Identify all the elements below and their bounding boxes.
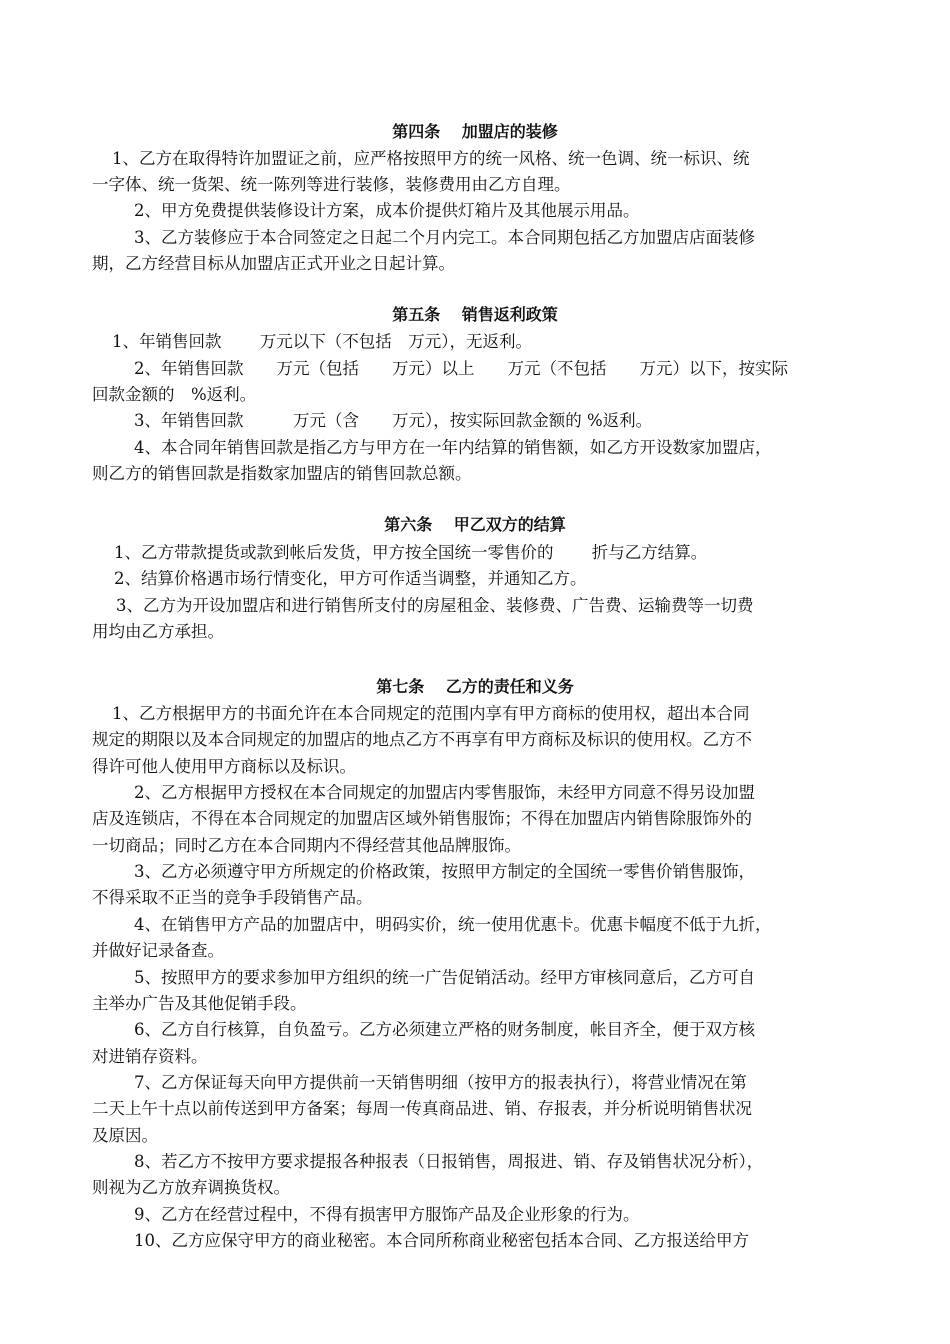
paragraph-line: 5、按照甲方的要求参加甲方组织的统一广告促销活动。经甲方审核同意后，乙方可自 — [134, 968, 755, 987]
paragraph-line: 二天上午十点以前传送到甲方备案；每周一传真商品进、销、存报表，并分析说明销售状况 — [92, 1099, 752, 1118]
paragraph-line: 得许可他人使用甲方商标以及标识。 — [92, 757, 356, 776]
paragraph-line: 8、若乙方不按甲方要求提报各种报表（日报销售，周报进、销、存及销售状况分析）， — [134, 1152, 764, 1171]
paragraph-line: 对进销存资料。 — [92, 1047, 208, 1066]
paragraph-line: 10、乙方应保守甲方的商业秘密。本合同所称商业秘密包括本合同、乙方报送给甲方 — [134, 1231, 749, 1250]
section-heading-7: 第七条 乙方的责任和义务 — [376, 677, 574, 696]
paragraph-line: 不得采取不正当的竞争手段销售产品。 — [92, 888, 373, 907]
paragraph-line: 则视为乙方放弃调换货权。 — [92, 1178, 290, 1197]
paragraph-line: 规定的期限以及本合同规定的加盟店的地点乙方不再享有甲方商标及标识的使用权。乙方不 — [92, 730, 752, 749]
paragraph-line: 1、乙方根据甲方的书面允许在本合同规定的范围内享有甲方商标的使用权，超出本合同 — [112, 704, 750, 723]
paragraph-line: 3、乙方为开设加盟店和进行销售所支付的房屋租金、装修费、广告费、运输费等一切费 — [116, 596, 754, 615]
paragraph-line: 及原因。 — [92, 1126, 158, 1145]
paragraph-line: 店及连锁店，不得在本合同规定的加盟店区域外销售服饰；不得在加盟店内销售除服饰外的 — [92, 809, 752, 828]
paragraph-line: 3、年销售回款 万元（含 万元），按实际回款金额的 %返利。 — [134, 411, 653, 430]
paragraph-line: 回款金额的 %返利。 — [92, 385, 257, 404]
paragraph-line: 1、乙方带款提货或款到帐后发货，甲方按全国统一零售价的 折与乙方结算。 — [114, 543, 708, 562]
paragraph-line: 3、乙方必须遵守甲方所规定的价格政策，按照甲方制定的全国统一零售价销售服饰， — [134, 862, 755, 881]
paragraph-line: 2、甲方免费提供装修设计方案，成本价提供灯箱片及其他展示用品。 — [134, 201, 640, 220]
paragraph-line: 一字体、统一货架、统一陈列等进行装修，装修费用由乙方自理。 — [92, 175, 571, 194]
paragraph-line: 4、本合同年销售回款是指乙方与甲方在一年内结算的销售额，如乙方开设数家加盟店， — [134, 438, 772, 457]
paragraph-line: 则乙方的销售回款是指数家加盟店的销售回款总额。 — [92, 464, 472, 483]
paragraph-line: 主举办广告及其他促销手段。 — [92, 994, 307, 1013]
paragraph-line: 6、乙方自行核算，自负盈亏。乙方必须建立严格的财务制度，帐目齐全，便于双方核 — [134, 1020, 755, 1039]
paragraph-line: 一切商品；同时乙方在本合同期内不得经营其他品牌服饰。 — [92, 836, 521, 855]
section-heading-4: 第四条 加盟店的装修 — [392, 122, 558, 141]
paragraph-line: 用均由乙方承担。 — [92, 622, 224, 641]
paragraph-line: 4、在销售甲方产品的加盟店中，明码实价，统一使用优惠卡。优惠卡幅度不低于九折， — [134, 915, 772, 934]
section-heading-5: 第五条 销售返利政策 — [392, 305, 558, 324]
paragraph-line: 3、乙方装修应于本合同签定之日起二个月内完工。本合同期包括乙方加盟店店面装修 — [134, 228, 755, 247]
paragraph-line: 并做好记录备查。 — [92, 941, 224, 960]
paragraph-line: 2、年销售回款 万元（包括 万元）以上 万元（不包括 万元）以下，按实际 — [134, 359, 788, 378]
paragraph-line: 2、乙方根据甲方授权在本合同规定的加盟店内零售服饰，未经甲方同意不得另设加盟 — [134, 783, 755, 802]
section-heading-6: 第六条 甲乙双方的结算 — [384, 515, 566, 534]
paragraph-line: 9、乙方在经营过程中，不得有损害甲方服饰产品及企业形象的行为。 — [134, 1205, 640, 1224]
paragraph-line: 1、年销售回款 万元以下（不包括 万元），无返利。 — [112, 332, 532, 351]
paragraph-line: 期，乙方经营目标从加盟店正式开业之日起计算。 — [92, 254, 455, 273]
paragraph-line: 7、乙方保证每天向甲方提供前一天销售明细（按甲方的报表执行），将营业情况在第 — [134, 1073, 747, 1092]
paragraph-line: 1、乙方在取得特许加盟证之前，应严格按照甲方的统一风格、统一色调、统一标识、统 — [112, 149, 750, 168]
paragraph-line: 2、结算价格遇市场行情变化，甲方可作适当调整，并通知乙方。 — [114, 569, 587, 588]
